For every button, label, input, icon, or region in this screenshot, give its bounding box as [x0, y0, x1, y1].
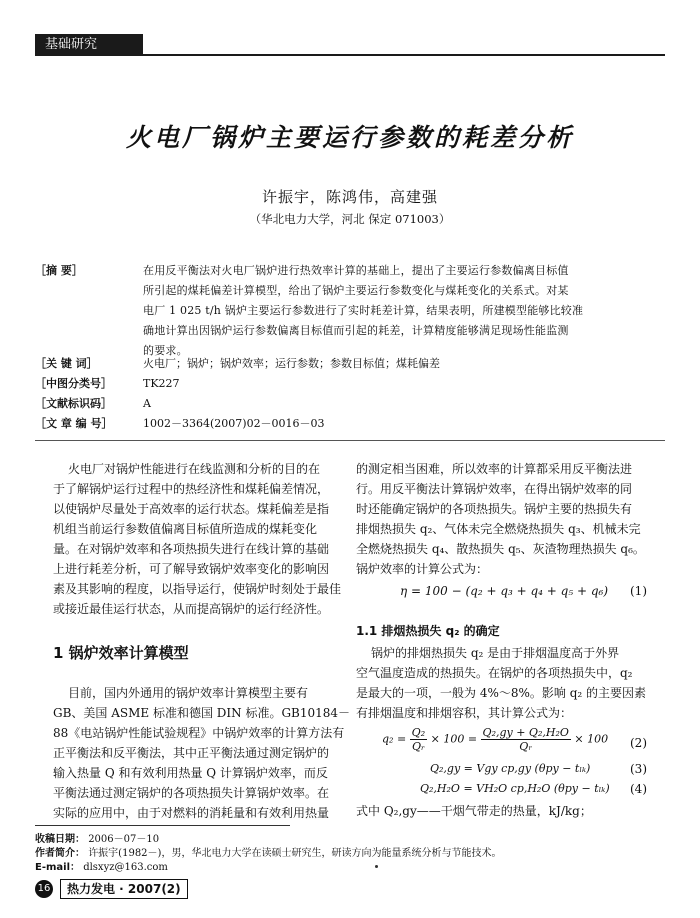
header-rule	[35, 54, 665, 56]
body-line: 时还能确定锅炉的各项热损失。锅炉主要的热损失有	[356, 502, 633, 516]
keywords-value: 火电厂；锅炉；锅炉效率；运行参数；参数目标值；煤耗偏差	[143, 357, 440, 370]
abstract-line: 的要求。	[143, 344, 188, 357]
affiliation: （华北电力大学，河北 保定 071003）	[249, 212, 451, 226]
equation-4: Q₂,H₂O = VH₂O cp,H₂O (θpy − tₗₖ)	[420, 782, 610, 795]
body-line: 排烟热损失 q₂、气体未完全燃烧热损失 q₃、机械未完	[356, 522, 641, 536]
received-date	[35, 830, 159, 845]
doc-code-value: A	[143, 397, 151, 410]
subsection-heading: 1.1 排烟热损失 q₂ 的确定	[356, 624, 500, 638]
section-heading: 1 锅炉效率计算模型	[53, 644, 189, 662]
scan-dot	[375, 865, 378, 868]
clc-label: ［中图分类号］	[35, 377, 112, 390]
equation-3: Q₂,gy = Vgy cp,gy (θpy − tₗₖ)	[430, 762, 591, 775]
email-label: E-mail：	[35, 862, 81, 873]
article-id-value: 1002－3364(2007)02－0016－03	[143, 417, 325, 430]
abstract-label: ［摘 要］	[35, 264, 83, 277]
body-line: 空气温度造成的热损失。在锅炉的各项热损失中，q₂	[356, 666, 633, 680]
section-tab: 基础研究	[35, 34, 143, 56]
eq2-f1-den: Qᵣ	[411, 740, 425, 753]
eq2-tail: × 100	[574, 732, 609, 746]
body-line: 以使锅炉尽量处于高效率的运行状态。煤耗偏差是指	[53, 502, 330, 516]
paper-title: 火电厂锅炉主要运行参数的耗差分析	[125, 123, 574, 152]
body-line: 是最大的一项，一般为 4%～8%。影响 q₂ 的主要因素	[356, 686, 647, 700]
doc-code-label: ［文献标识码］	[35, 397, 112, 410]
body-line: 目前，国内外通用的锅炉效率计算模型主要有	[68, 686, 309, 700]
eq2-f2-num: Q₂,gy + Q₂,H₂O	[482, 726, 569, 739]
abstract-line: 所引起的煤耗偏差计算模型，给出了锅炉主要运行参数变化与煤耗变化的关系式。对某	[143, 284, 569, 297]
keywords-label: ［关 键 词］	[35, 357, 98, 370]
abstract-line: 在用反平衡法对火电厂锅炉进行热效率计算的基础上，提出了主要运行参数偏离目标值	[143, 264, 569, 277]
email	[35, 858, 168, 873]
body-line: 实际的应用中，由于对燃料的消耗量和有效利用热量	[53, 806, 330, 820]
body-line: 火电厂对锅炉性能进行在线监测和分析的目的在	[68, 462, 321, 476]
body-line: 的测定相当困难，所以效率的计算都采用反平衡法进	[356, 462, 633, 476]
where-clause: 式中 Q₂,gy——干烟气带走的热量，kJ/kg；	[356, 804, 592, 818]
body-line: 锅炉的排烟热损失 q₂ 是由于排烟温度高于外界	[371, 646, 620, 660]
authors: 许振宇，陈鸿伟，高建强	[261, 188, 438, 206]
equation-4-number: (4)	[630, 782, 647, 796]
received-value: 2006－07－10	[88, 834, 160, 845]
body-line: 平衡法通过测定锅炉的各项热损失计算锅炉效率。在	[53, 786, 330, 800]
body-line: 有排烟温度和排烟容积，其计算公式为：	[356, 706, 573, 720]
eq2-fraction-2	[481, 726, 571, 753]
clc-value: TK227	[143, 377, 180, 390]
page-number: 16	[35, 880, 53, 898]
body-line: GB、美国 ASME 标准和德国 DIN 标准。GB10184－	[53, 706, 351, 720]
equation-3-number: (3)	[630, 762, 647, 776]
equation-1: η = 100 − (q₂ + q₃ + q₄ + q₅ + q₆)	[400, 584, 609, 598]
equation-2-number: (2)	[630, 736, 647, 750]
abstract-rule	[35, 440, 665, 441]
body-line: 素及其影响的程度，以指导运行，使锅炉时刻处于最佳	[53, 582, 342, 596]
body-line: 机组当前运行参数值偏离目标值所造成的煤耗变化	[53, 522, 318, 536]
author-bio-label: 作者简介：	[35, 848, 85, 859]
body-line: 输入热量 Q 和有效利用热量 Q 计算锅炉效率，而反	[53, 766, 328, 780]
body-line: 量。在对锅炉效率和各项热损失进行在线计算的基础	[53, 542, 330, 556]
author-bio-value: 许振宇(1982－)，男，华北电力大学在读硕士研究生，研读方向为能量系统分析与节能技术。	[88, 848, 502, 859]
body-line: 行。用反平衡法计算锅炉效率，在得出锅炉效率的同	[356, 482, 633, 496]
eq2-mid: × 100 =	[430, 732, 478, 746]
body-line: 88《电站锅炉性能试验规程》中锅炉效率的计算方法有	[53, 726, 345, 740]
abstract-line: 确地计算出因锅炉运行参数偏离目标值而引起的耗差，计算精度能够满足现场性能监测	[143, 324, 569, 337]
eq2-f1-num: Q₂	[411, 726, 426, 739]
footnote-rule	[35, 825, 290, 826]
eq2-lhs: q₂ =	[382, 732, 407, 746]
received-label: 收稿日期：	[35, 834, 85, 845]
eq2-fraction-1	[410, 726, 427, 753]
body-line: 于了解锅炉运行过程中的热经济性和煤耗偏差情况，	[53, 482, 330, 496]
body-line: 正平衡法和反平衡法，其中正平衡法通过测定锅炉的	[53, 746, 330, 760]
body-line: 全燃烧热损失 q₄、散热损失 q₅、灰渣物理热损失 q₆。	[356, 542, 645, 556]
eq2-f2-den: Qᵣ	[519, 740, 533, 753]
email-value: dlsxyz@163.com	[83, 862, 168, 873]
body-line: 或接近最佳运行状态，从而提高锅炉的运行经济性。	[53, 602, 330, 616]
journal-name: 热力发电 · 2007(2)	[60, 879, 188, 899]
equation-1-number: (1)	[630, 584, 647, 598]
body-line: 锅炉效率的计算公式为：	[356, 562, 489, 576]
author-bio	[35, 844, 501, 859]
body-line: 上进行耗差分析，可了解导致锅炉效率变化的影响因	[53, 562, 330, 576]
equation-2	[382, 726, 608, 753]
abstract-line: 电厂 1 025 t/h 锅炉主要运行参数进行了实时耗差计算，结果表明，所建模型能够比较准	[143, 304, 584, 317]
article-id-label: ［文 章 编 号］	[35, 417, 113, 430]
